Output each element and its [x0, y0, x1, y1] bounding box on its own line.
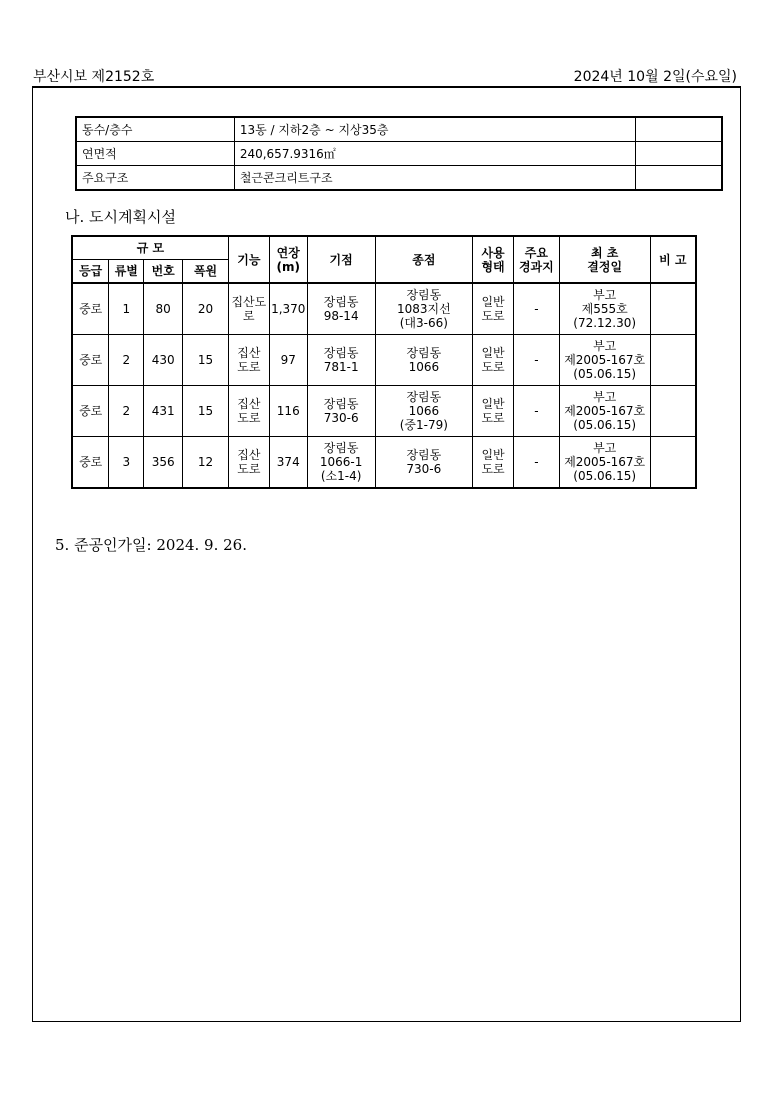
info-note [635, 142, 722, 166]
cell-remarks [650, 437, 696, 489]
cell-function: 집산 도로 [228, 335, 269, 386]
info-value: 240,657.9316㎡ [234, 142, 635, 166]
cell-start: 장림동 1066-1 (소1-4) [307, 437, 375, 489]
publication-title: 부산시보 제2152호 [33, 69, 155, 85]
completion-date: 5. 준공인가일: 2024. 9. 26. [55, 536, 247, 554]
cell-class: 1 [109, 283, 144, 335]
cell-number: 356 [144, 437, 183, 489]
cell-grade: 중로 [72, 386, 109, 437]
header-decision: 최 초 결정일 [559, 236, 650, 283]
header-number: 번호 [144, 260, 183, 284]
info-label: 동수/층수 [76, 117, 234, 142]
cell-grade: 중로 [72, 437, 109, 489]
info-value: 13동 / 지하2층 ~ 지상35층 [234, 117, 635, 142]
cell-width: 20 [183, 283, 229, 335]
cell-length: 97 [269, 335, 307, 386]
cell-usage: 일반 도로 [473, 437, 514, 489]
cell-usage: 일반 도로 [473, 335, 514, 386]
cell-decision: 부고 제2005-167호 (05.06.15) [559, 437, 650, 489]
cell-via: - [513, 335, 559, 386]
header-length: 연장 (m) [269, 236, 307, 283]
cell-length: 116 [269, 386, 307, 437]
table-row [72, 283, 696, 335]
header-usage: 사용 형태 [473, 236, 514, 283]
header-via: 주요 경과지 [513, 236, 559, 283]
cell-grade: 중로 [72, 335, 109, 386]
cell-decision: 부고 제2005-167호 (05.06.15) [559, 335, 650, 386]
cell-width: 15 [183, 335, 229, 386]
cell-end: 장림동 1066 [375, 335, 473, 386]
info-row [76, 166, 722, 191]
cell-number: 431 [144, 386, 183, 437]
table-row [72, 335, 696, 386]
header-remarks: 비 고 [650, 236, 696, 283]
header-start: 기점 [307, 236, 375, 283]
cell-width: 15 [183, 386, 229, 437]
cell-usage: 일반 도로 [473, 386, 514, 437]
cell-remarks [650, 283, 696, 335]
cell-class: 3 [109, 437, 144, 489]
info-label: 주요구조 [76, 166, 234, 191]
cell-usage: 일반 도로 [473, 283, 514, 335]
info-note [635, 166, 722, 191]
header-function: 기능 [228, 236, 269, 283]
cell-class: 2 [109, 335, 144, 386]
cell-remarks [650, 335, 696, 386]
cell-decision: 부고 제555호 (72.12.30) [559, 283, 650, 335]
table-row [72, 437, 696, 489]
cell-via: - [513, 283, 559, 335]
cell-class: 2 [109, 386, 144, 437]
page-frame [32, 86, 741, 1022]
cell-start: 장림동 98-14 [307, 283, 375, 335]
header-class: 류별 [109, 260, 144, 284]
header-end: 종점 [375, 236, 473, 283]
building-info-table [75, 116, 723, 191]
section-title: 나. 도시계획시설 [65, 208, 176, 226]
cell-number: 430 [144, 335, 183, 386]
header-grade: 등급 [72, 260, 109, 284]
info-note [635, 117, 722, 142]
info-row [76, 142, 722, 166]
cell-start: 장림동 781-1 [307, 335, 375, 386]
cell-via: - [513, 386, 559, 437]
cell-grade: 중로 [72, 283, 109, 335]
cell-function: 집산 도로 [228, 437, 269, 489]
cell-length: 1,370 [269, 283, 307, 335]
cell-width: 12 [183, 437, 229, 489]
cell-start: 장림동 730-6 [307, 386, 375, 437]
cell-number: 80 [144, 283, 183, 335]
cell-decision: 부고 제2005-167호 (05.06.15) [559, 386, 650, 437]
cell-via: - [513, 437, 559, 489]
table-row [72, 386, 696, 437]
info-label: 연면적 [76, 142, 234, 166]
header-scale: 규 모 [72, 236, 228, 260]
publication-date: 2024년 10월 2일(수요일) [573, 69, 737, 85]
info-row [76, 117, 722, 142]
cell-end: 장림동 730-6 [375, 437, 473, 489]
cell-end: 장림동 1083지선 (대3-66) [375, 283, 473, 335]
cell-remarks [650, 386, 696, 437]
cell-function: 집산도 로 [228, 283, 269, 335]
header-width: 폭원 [183, 260, 229, 284]
cell-function: 집산 도로 [228, 386, 269, 437]
cell-end: 장림동 1066 (중1-79) [375, 386, 473, 437]
info-value: 철근콘크리트구조 [234, 166, 635, 191]
urban-plan-table [71, 235, 697, 489]
cell-length: 374 [269, 437, 307, 489]
